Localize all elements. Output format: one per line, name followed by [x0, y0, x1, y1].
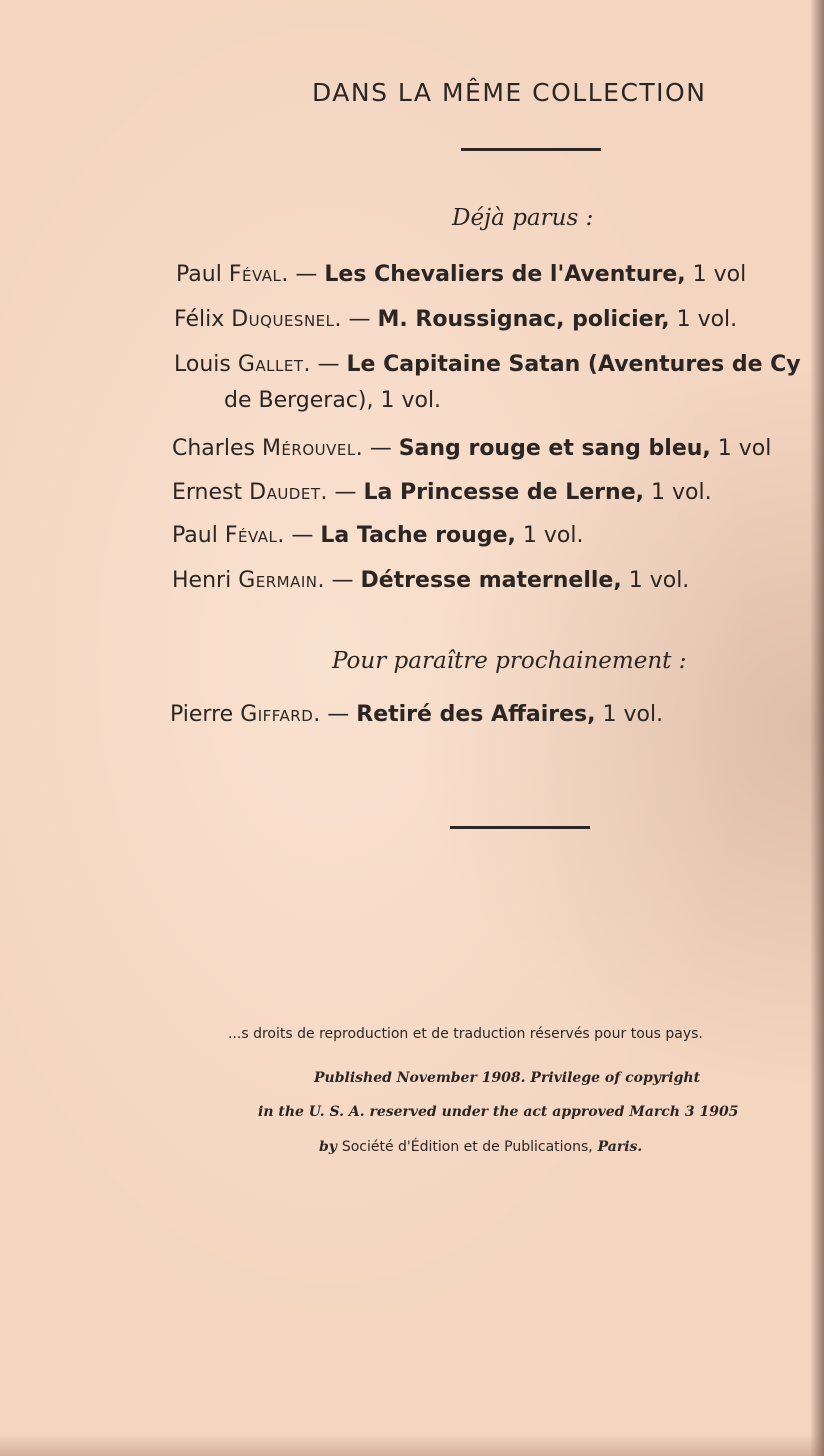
entry-continuation: de Bergerac), 1 vol. [224, 388, 442, 413]
top-rule [461, 148, 601, 151]
page-edge-shadow [810, 0, 824, 1456]
publication-line-2: in the U. S. A. reserved under the act approved March 3 1905 [258, 1104, 739, 1120]
volume-count: 1 vol. [628, 568, 690, 593]
author-last-name: Daudet [249, 480, 321, 505]
list-item [174, 348, 801, 382]
author-last-name: Féval [228, 262, 282, 287]
separator: . — [317, 568, 361, 593]
volume-count: 1 vol [717, 436, 772, 461]
rights-notice: ...s droits de reproduction et de traduction réservés pour tous pays. [228, 1026, 703, 1042]
author-first-name: Paul [176, 262, 222, 287]
separator: . — [334, 307, 378, 332]
separator: . — [355, 436, 399, 461]
publisher-name: Société d'Édition et de Publications, [341, 1139, 593, 1155]
author-first-name: Paul [172, 523, 218, 548]
page-heading: DANS LA MÊME COLLECTION [312, 78, 707, 107]
publisher-prefix: by [319, 1139, 337, 1155]
volume-count: 1 vol [692, 262, 747, 287]
page-bottom-edge [0, 1434, 824, 1456]
separator: . — [281, 262, 325, 287]
list-item [176, 258, 746, 292]
section-forthcoming-heading: Pour paraître prochainement : [332, 648, 687, 674]
separator: . — [320, 480, 364, 505]
book-title: Retiré des Affaires, [356, 702, 596, 727]
author-first-name: Pierre [170, 702, 234, 727]
middle-rule [450, 826, 590, 829]
volume-count: 1 vol. [676, 307, 738, 332]
author-last-name: Gallet [237, 352, 304, 377]
book-title: Le Capitaine Satan (Aventures de Cy [346, 352, 801, 377]
section-published-heading: Déjà parus : [452, 205, 594, 231]
list-item [172, 432, 771, 466]
list-item [172, 519, 583, 553]
author-last-name: Giffard [240, 702, 314, 727]
separator: . — [313, 702, 357, 727]
author-first-name: Félix [174, 307, 225, 332]
author-first-name: Louis [174, 352, 231, 377]
publisher-city: Paris. [597, 1139, 643, 1155]
book-title: Sang rouge et sang bleu, [398, 436, 711, 461]
author-last-name: Mérouvel [261, 436, 356, 461]
list-item [170, 698, 663, 732]
author-last-name: Duquesnel [231, 307, 335, 332]
book-title: M. Roussignac, policier, [377, 307, 670, 332]
list-item [174, 303, 737, 337]
separator: . — [303, 352, 347, 377]
list-item [172, 476, 712, 510]
book-title: La Princesse de Lerne, [363, 480, 644, 505]
author-last-name: Féval [224, 523, 278, 548]
volume-count: 1 vol. [602, 702, 664, 727]
separator: . — [277, 523, 321, 548]
author-last-name: Germain [238, 568, 318, 593]
author-first-name: Henri [172, 568, 232, 593]
publication-line-1: Published November 1908. Privilege of copyright [314, 1070, 701, 1086]
book-title: La Tache rouge, [320, 523, 516, 548]
publication-line-3 [319, 1139, 642, 1155]
volume-count: 1 vol. [650, 480, 712, 505]
book-title: Les Chevaliers de l'Aventure, [324, 262, 686, 287]
list-item [172, 564, 689, 598]
volume-count: 1 vol. [522, 523, 584, 548]
author-first-name: Charles [172, 436, 255, 461]
book-title: Détresse maternelle, [360, 568, 622, 593]
author-first-name: Ernest [172, 480, 243, 505]
